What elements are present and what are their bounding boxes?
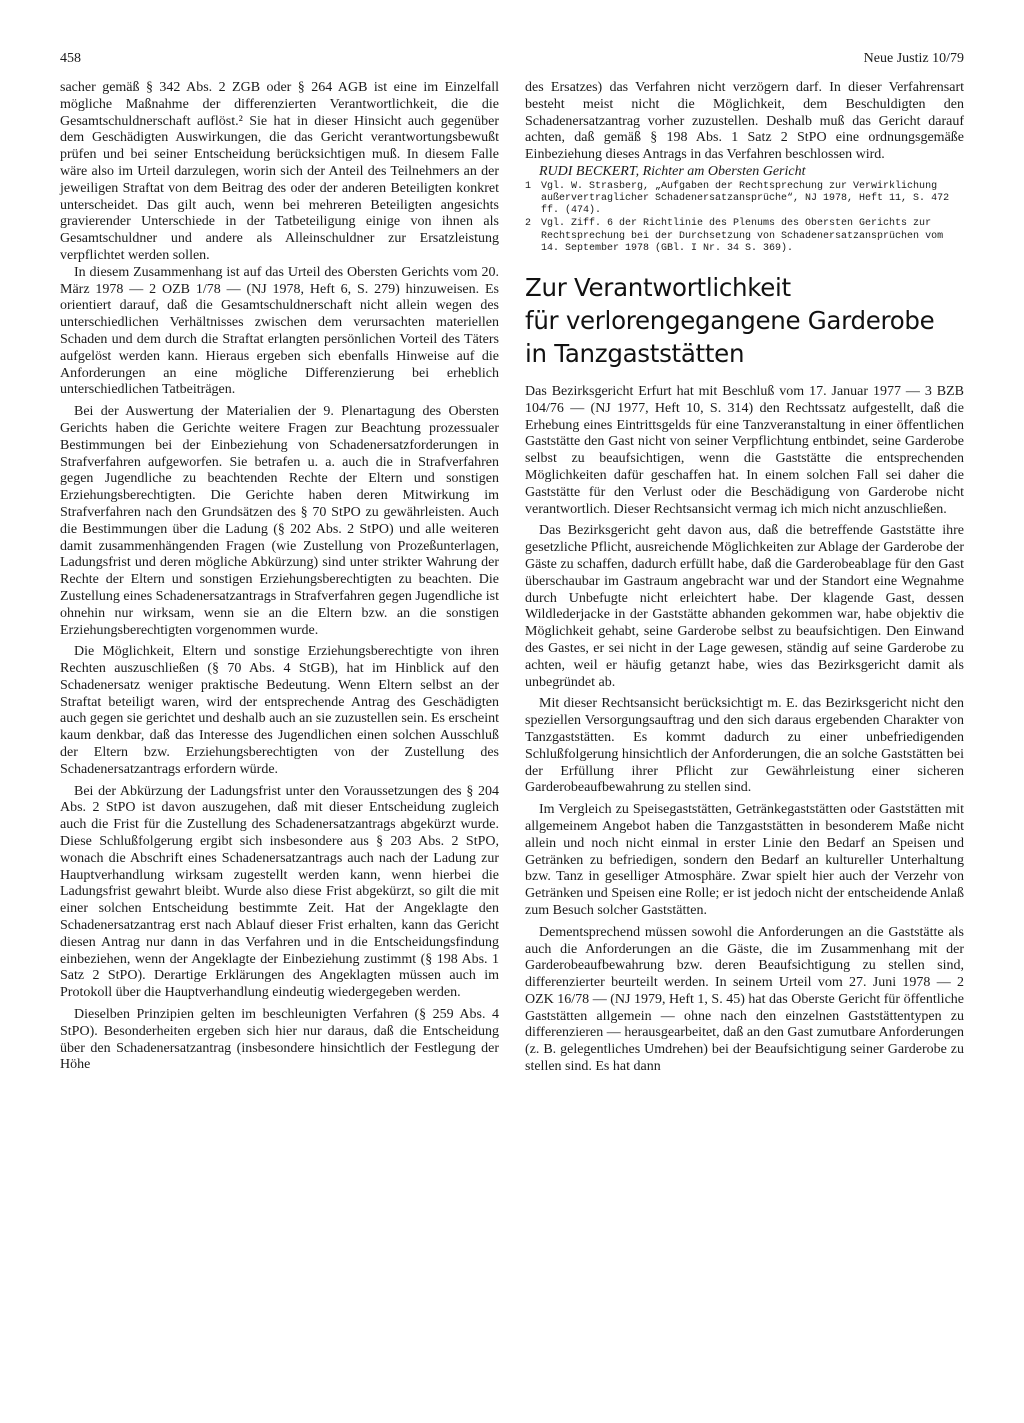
- right-column: [525, 80, 964, 1076]
- paragraph: Mit dieser Rechtsansicht berücksichtigt m. E. das Bezirksgericht nicht den speziellen Versorgungsauftrag und den sich daraus ergebenden Charakter von Tanzgaststätten. Es kommt dadurch zu einer unbefriedigenden Schlußfolgerung hinsichtlich der Anforderungen, die an solche Gaststätten bei der Erfüllung ihrer Pflicht zur Gewährleistung einer sicheren Garderobeaufbewahrung zu stellen sind.: [525, 696, 964, 796]
- paragraph: Das Bezirksgericht Erfurt hat mit Beschluß vom 17. Januar 1977 — 3 BZB 104/76 — (NJ 1977, Heft 10, S. 314) den Rechtssatz aufgestellt, daß die Erhebung eines Eintrittsgelds für eine Tanzveranstaltung in einer öffentlichen Gaststätte den Gast nicht von seiner Verpflichtung entbindet, seine Garderobe selbst zu beaufsichtigen, wenn die Gaststätte die entsprechenden Möglichkeiten dafür geschaffen hat. In einem solchen Fall sei daher die Gaststätte für den Verlust oder die Beschädigung von Garderobe nicht verantwortlich. Dieser Rechtsansicht vermag ich mich nicht anzuschließen.: [525, 384, 964, 517]
- article-title: [525, 271, 964, 370]
- paragraph: Das Bezirksgericht geht davon aus, daß die betreffende Gaststätte ihre gesetzliche Pflicht, ausreichende Möglichkeiten zur Ablage der Garderobe der Gäste zu schaffen, dadurch erfüllt habe, daß die Garderobeablage für den Gast überschaubar im Gastraum angebracht war und der Standort eine Wegnahme durch Unbefugte nicht erleichtert habe. Der klagende Gast, dessen Wildlederjacke in der Gaststätte abhanden gekommen war, habe objektiv die Möglichkeit gehabt, seine Garderobe selbst zu beaufsichtigen. Den Einwand des Gastes, er sei nicht in der Lage gewesen, ständig auf seine Garderobe zu achten, weil er häufig getanzt habe, wies das Bezirksgericht damit als unbegründet ab.: [525, 523, 964, 690]
- text-columns: [60, 80, 964, 1076]
- paragraph: In diesem Zusammenhang ist auf das Urteil des Obersten Gerichts vom 20. März 1978 — 2 OZB 1/78 — (NJ 1978, Heft 6, S. 279) hinzuweisen. Es orientiert darauf, daß die Gesamtschuldnerschaft nicht allein wegen des unterschiedlichen Verhältnisses zwischen dem verursachten materiellen Schaden und dem durch die Straftat erlangten persönlichen Vorteil des Täters aufgelöst werden kann. Hieraus ergeben sich ebenfalls Hinweise auf die Anforderungen an eine mögliche Differenzierung bei erheblich unterschiedlichen Tatbeiträgen.: [60, 264, 499, 398]
- article-title-line: Zur Verantwortlichkeit: [525, 273, 791, 302]
- page-header: [60, 50, 964, 68]
- footnote: [525, 181, 964, 218]
- paragraph: Im Vergleich zu Speisegaststätten, Getränkegaststätten oder Gaststätten mit allgemeinem Angebot haben die Tanzgaststätten in besonderem Maße nicht allein und noch nicht einmal in erster Linie den Bedarf an Speisen und Getränken zu befriedigen, sondern den Bedarf an kultureller Unterhaltung bzw. Tanz in geselliger Atmosphäre. Zwar spielt hier auch der Verzehr von Getränken und Speisen eine Rolle; er ist jedoch nicht der entscheidende Anlaß zum Besuch solcher Gaststätten.: [525, 802, 964, 918]
- paragraph: Bei der Abkürzung der Ladungsfrist unter den Voraussetzungen des § 204 Abs. 2 StPO ist davon auszugehen, daß mit dieser Entscheidung zugleich auch die Frist für die Zustellung des Schadenersatzantrags abgekürzt wurde. Diese Schlußfolgerung ergibt sich insbesondere aus § 203 Abs. 2 StPO, wonach die Abschrift eines Schadenersatzantrags auch nach der Ladung zur Hauptverhandlung wirksam zugestellt werden kann, wenn hierbei die Ladungsfrist gewahrt bleibt. Wurde also diese Frist abgekürzt, so gilt die mit einer solchen Entscheidung bestimmte Zeit. Hat der Angeklagte den Schadenersatzantrag erst nach Ablauf dieser Frist erhalten, kann das Gericht diesen Antrag nur dann in das Verfahren und in die Entscheidungsfindung einbeziehen, wenn der Angeklagte der Einbeziehung zustimmt (§ 198 Abs. 1 Satz 2 StPO). Derartige Erklärungen des Angeklagten müssen auch im Protokoll über die Hauptverhandlung eindeutig wiedergegeben werden.: [60, 783, 499, 1001]
- article-title-line: für verlorengegangene Garderobe: [525, 306, 935, 335]
- footnote-number: 2: [525, 218, 532, 230]
- footnote-text: Vgl. Ziff. 6 der Richtlinie des Plenums des Obersten Gerichts zur Rechtsprechung bei der Durchsetzung von Schadenersatzansprüchen vom 14. September 1978 (GBl. I Nr. 34 S. 369).: [541, 218, 944, 254]
- paragraph: Die Möglichkeit, Eltern und sonstige Erziehungsberechtigte von ihren Rechten auszuschließen (§ 70 Abs. 4 StGB), hat im Hinblick auf den Schadenersatz weniger praktische Bedeutung. Wenn Eltern selbst an der Straftat beteiligt waren, wird der entsprechende Antrag des Geschädigten auch gegen sie gerichtet und deshalb auch an sie zuzustellen sein. Es erscheint kaum denkbar, daß das Interesse des Jugendlichen einen solchen Ausschluß der Eltern bzw. Erziehungsberechtigten von der Zustellung des Schadenersatzantrags erfordern würde.: [60, 644, 499, 777]
- paragraph: Bei der Auswertung der Materialien der 9. Plenartagung des Obersten Gerichts haben die Gerichte weitere Fragen zur Beachtung prozessualer Bestimmungen bei der Einbeziehung von Schadenersatzforderungen in Strafverfahren aufgeworfen. Sie betrafen u. a. auch die in Strafverfahren gegen Jugendliche zu beachtenden Rechte der Eltern und sonstigen Erziehungsberechtigten. Die Gerichte haben deren Mitwirkung im Strafverfahren nach den Grundsätzen des § 70 StPO zu gewährleisten. Auch die Bestimmungen über die Ladung (§ 202 Abs. 2 StPO) und alle weiteren damit zusammenhängenden Fragen (wie Zustellung von Prozeßunterlagen, Ladungsfrist und deren mögliche Abkürzung) sind unter strikter Wahrung der Rechte der Eltern und sonstigen Erziehungsberechtigten zu beachten. Die Zustellung eines Schadenersatzantrags in Strafverfahren gegen Jugendliche ist ohnehin nur wirksam, wenn sie an die Eltern bzw. an die sonstigen Erziehungsberechtigten vorgenommen wurde.: [60, 404, 499, 638]
- paragraph: Dementsprechend müssen sowohl die Anforderungen an die Gaststätte als auch die Anforderungen an die Gäste, die im Zusammenhang mit der Garderobeaufbewahrung bzw. deren Beaufsichtigung zu stellen sind, differenzierter beurteilt werden. In seinem Urteil vom 27. Juni 1978 — 2 OZK 16/78 — (NJ 1979, Heft 1, S. 45) hat das Oberste Gericht für öffentliche Gaststätten allgemein — ohne nach den einzelnen Gaststättentypen zu differenzieren — herausgearbeitet, daß an den Gast zumutbare Anforderungen (z. B. gelegentliches Umdrehen) bei der Beaufsichtigung seiner Garderobe zu stellen sind. Es hat dann: [525, 924, 964, 1075]
- footnote-text: Vgl. W. Strasberg, „Aufgaben der Rechtsprechung zur Verwirklichung außervertraglicher Schadenersatzansprüche“, NJ 1978, Heft 11, S. 472 ff. (474).: [541, 180, 950, 217]
- footnote: [525, 218, 964, 255]
- paragraph: des Ersatzes) das Verfahren nicht verzögern darf. In dieser Verfahrensart besteht meist nicht die Möglichkeit, dem Beschuldigten den Schadenersatzantrag vorher zuzustellen. Deshalb muß das Gericht darauf achten, daß gemäß § 198 Abs. 1 Satz 2 StPO eine ordnungsgemäße Einbeziehung dieses Antrags in das Verfahren beschlossen wird.: [525, 80, 964, 163]
- footnote-number: 1: [525, 180, 532, 192]
- footnotes: [525, 181, 964, 255]
- journal-issue: Neue Justiz 10/79: [863, 51, 964, 66]
- paragraph: sacher gemäß § 342 Abs. 2 ZGB oder § 264 AGB ist eine im Einzelfall mögliche Maßnahme der differenzierten Verantwortlichkeit, die die Gesamtschuldnerschaft auflöst.² Sie hat in dieser Hinsicht auch gegenüber dem Geschädigten Auswirkungen, die das Gericht verantwortungsbewußt prüfen und bei seiner Entscheidung berücksichtigen muß. In diesem Falle wäre also im Urteil darzulegen, worin sich der Anteil des Teilnehmers an der jeweiligen Straftat von dem Beitrag des oder der anderen Beteiligten konkret unterscheidet. Das gilt auch, wenn bei mehreren Beteiligten angesichts gravierender Unterschiede in der Tatbeteiligung einige von ihnen als Gesamtschuldner und andere als Alleinschuldner zur Ersatzleistung verpflichtet werden sollen.: [60, 80, 499, 263]
- left-column: [60, 80, 499, 1076]
- page-number: 458: [60, 51, 81, 66]
- article-title-line: in Tanzgaststätten: [525, 339, 745, 368]
- paragraph: Dieselben Prinzipien gelten im beschleunigten Verfahren (§ 259 Abs. 4 StPO). Besonderheiten ergeben sich hier nur daraus, daß die Entscheidung über den Schadenersatzantrag (insbesondere hinsichtlich der Festlegung der Höhe: [60, 1007, 499, 1073]
- author-signature: RUDI BECKERT, Richter am Obersten Gericht: [539, 163, 806, 179]
